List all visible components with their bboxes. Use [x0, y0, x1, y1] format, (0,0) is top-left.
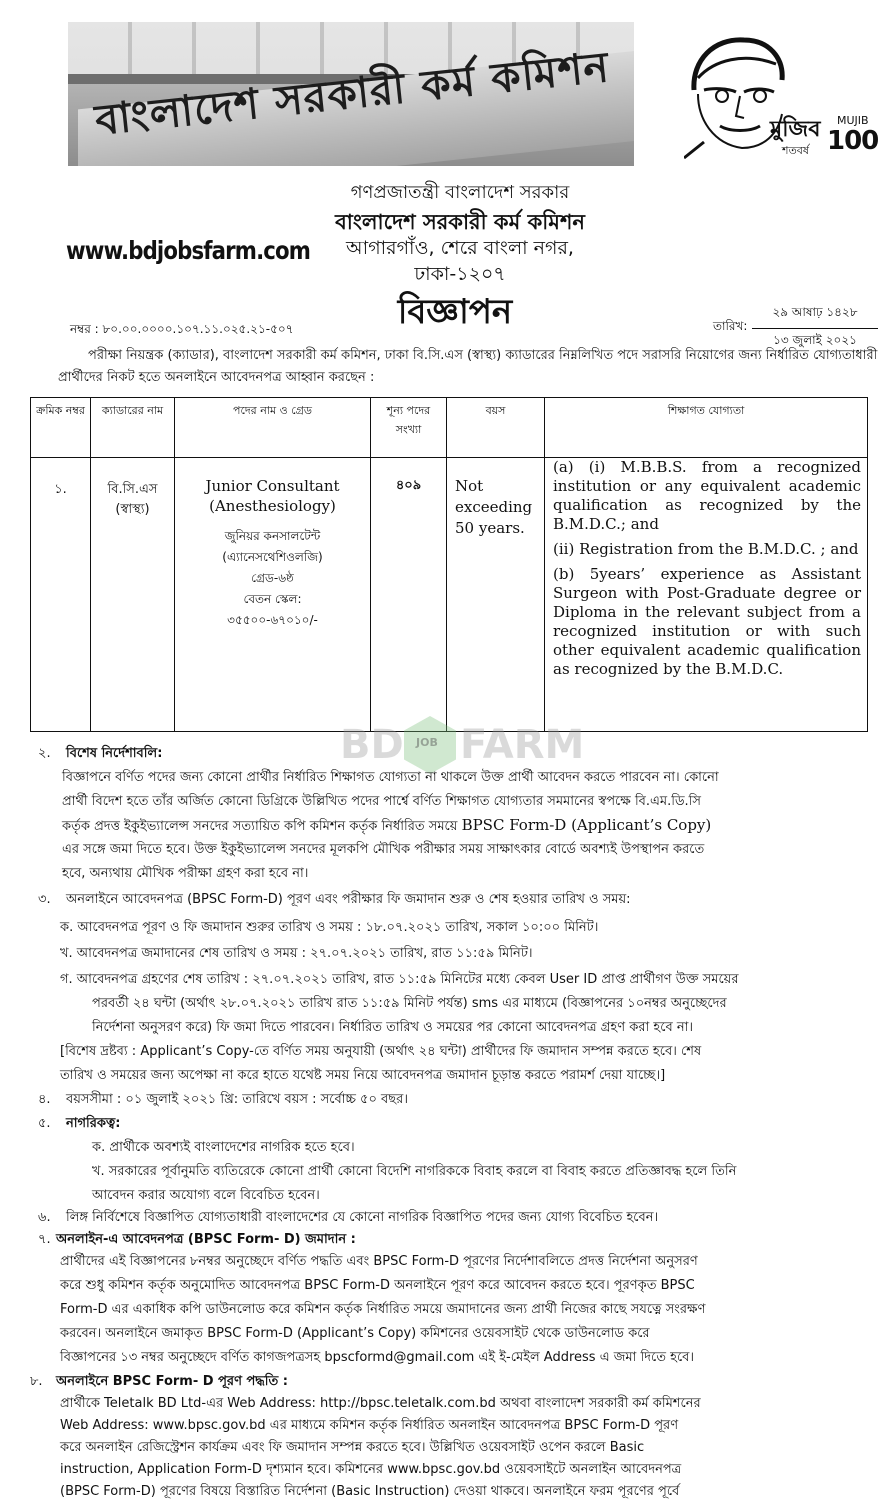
s3-note-1: [বিশেষ দ্রষ্টব্য : Applicant’s Copy-তে বর্ণিত সময় অনুযায়ী (অর্থাৎ ২৪ ঘন্টা) প্রার্থীদের ফি জমাদান সম্পন্ন করতে হবে। শেষ [60, 1044, 702, 1059]
date-label: তারিখ: [713, 319, 748, 333]
watermark-right: FARM [460, 722, 585, 768]
post-bn-block [175, 526, 370, 631]
s2-number: ২. [38, 746, 51, 761]
s7-number: ৭. [38, 1232, 51, 1247]
s2-line-3b: BPSC Form-D (Applicant’s Copy) [461, 816, 712, 834]
address-line-2: ঢাকা-১২০৭ [414, 263, 506, 285]
s3-kh: খ. আবেদনপত্র জমাদানের শেষ তারিখ ও সময় : ২৭.০৭.২০২১ তারিখ, রাত ১১:৫৯ মিনিট। [60, 946, 533, 961]
qualification-a: (a) (i) M.B.B.S. from a recognized institution or any equivalent academic qualification as recognized by the B.M.D.C.; and [553, 458, 861, 533]
cell-cadre: বি.সি.এস (স্বাস্থ্য) [91, 458, 175, 732]
s5-number: ৫. [38, 1116, 51, 1131]
posts-table [30, 397, 868, 732]
watermark-left: BD [340, 722, 404, 768]
gov-name: গণপ্রজাতন্ত্রী বাংলাদেশ সরকার [350, 182, 570, 203]
header-serial: ক্রমিক নম্বর [31, 398, 91, 458]
reference-number: নম্বর : ৮০.০০.০০০০.১০৭.১১.০২৫.২১-৫০৭ [70, 322, 294, 336]
s3-note-2: তারিখ ও সময়ের জন্য অপেক্ষা না করে হাতে যথেষ্ট সময় নিয়ে আবেদনপত্র জমাদান চূড়ান্ত করতে পরামর্শ দেয়া যাচ্ছে।] [60, 1068, 666, 1083]
s7-title: অনলাইন-এ আবেদনপত্র (BPSC Form- D) জমাদান : [56, 1232, 356, 1247]
post-grade: গ্রেড-৬ষ্ঠ [251, 571, 294, 585]
s7-line-2: করে শুধু কমিশন কর্তৃক অনুমোদিত আবেদনপত্র BPSC Form-D অনলাইনে পূরণ করে আবেদন করতে হবে। পূরণকৃত BPSC [60, 1278, 695, 1293]
intro-paragraph: পরীক্ষা নিয়ন্ত্রক (ক্যাডার), বাংলাদেশ সরকারী কর্ম কমিশন, ঢাকা বি.সি.এস (স্বাস্থ্য) ক্যাডারের নিম্নলিখিত পদে সরাসরি নিয়োগের জন্য নির্ধারিত যোগ্যতাধারী প্রার্থীদের নিকট হতে অনলাইনে আবেদনপত্র আহ্বান করছেন : [58, 348, 878, 385]
date-english: ১৩ জুলাই ২০২১ [773, 333, 857, 347]
s3-g1: গ. আবেদনপত্র গ্রহণের শেষ তারিখ : ২৭.০৭.২০২১ তারিখ, রাত ১১:৫৯ মিনিটের মধ্যে কেবল User ID প্রাপ্ত প্রার্থীগণ উক্ত সময়ের [60, 972, 739, 987]
s6-text: লিঙ্গ নির্বিশেষে বিজ্ঞাপিত যোগ্যতাধারী বাংলাদেশের যে কোনো নাগরিক বিজ্ঞাপিত পদের জন্য যোগ্য বিবেচিত হবেন। [66, 1210, 659, 1225]
post-en-2: (Anesthesiology) [209, 497, 336, 515]
s3-g2: পরবর্তী ২৪ ঘন্টা (অর্থাৎ ২৮.০৭.২০২১ তারিখ রাত ১১:৫৯ মিনিট পর্যন্ত) sms এর মাধ্যমে (বিজ্ঞাপনের ১০নম্বর অনুচ্ছেদের [92, 996, 727, 1011]
s5-kh-2: আবেদন করার অযোগ্য বলে বিবেচিত হবেন। [92, 1188, 320, 1203]
cell-age: Not exceeding 50 years. [447, 458, 545, 732]
s8-number: ৮. [30, 1374, 43, 1389]
website-watermark: www.bdjobsfarm.com [66, 236, 311, 265]
banner-sign-text: বাংলাদেশ সরকারী কর্ম কমিশন [92, 41, 612, 145]
s6-number: ৬. [38, 1210, 51, 1225]
header-qualification: শিক্ষাগত যোগ্যতা [545, 398, 868, 458]
address-line-1: আগারগাঁও, শেরে বাংলা নগর, [346, 237, 574, 259]
s3-g3: নির্দেশনা অনুসরণ করে) ফি জমা দিতে পারবেন। নির্ধারিত তারিখ ও সময়ের পর কোনো আবেদনপত্র গ্রহণ করা হবে না। [92, 1020, 694, 1035]
mujib-100-logo [684, 30, 879, 160]
cell-post [175, 458, 371, 732]
s8-line-4: instruction, Application Form-D দৃশ্যমান হবে। কমিশনের www.bpsc.gov.bd ওয়েবসাইটে অনলাইন আবেদনপত্র [60, 1462, 682, 1477]
s4-number: ৪. [38, 1092, 51, 1107]
s2-line-1: বিজ্ঞাপনে বর্ণিত পদের জন্য কোনো প্রার্থীর নির্ধারিত শিক্ষাগত যোগ্যতা না থাকলে উক্ত প্রার্থী আবেদন করতে পারবেন না। কোনো [62, 770, 719, 785]
s5-kh-1: খ. সরকারের পূর্বানুমতি ব্যতিরেকে কোনো প্রার্থী কোনো বিদেশি নাগরিককে বিবাহ করলে বা বিবাহ করতে প্রতিজ্ঞাবদ্ধ হলে তিনি [92, 1164, 737, 1179]
header-banner-photo [68, 22, 634, 166]
s7-line-5: বিজ্ঞাপনের ১৩ নম্বর অনুচ্ছেদে বর্ণিত কাগজপত্রসহ bpscformd@gmail.com এই ই-মেইল Address এ জমা দিতে হবে। [60, 1350, 695, 1365]
s3-number: ৩. [38, 892, 51, 907]
mujib-en-text: MUJIB [837, 114, 869, 127]
s2-line-2: প্রার্থী বিদেশ হতে তাঁর অর্জিত কোনো ডিগ্রিকে উল্লিখিত পদের পার্শ্বে বর্ণিত শিক্ষাগত যোগ্যতার সমমানের স্বপক্ষে বি.এম.ডি.সি [62, 794, 701, 809]
s8-line-2: Web Address: www.bpsc.gov.bd এর মাধ্যমে কমিশন কর্তৃক নির্ধারিত অনলাইন আবেদনপত্র BPSC Form-D পূরণ [60, 1418, 679, 1433]
s3-title: অনলাইনে আবেদনপত্র (BPSC Form-D) পূরণ এবং পরীক্ষার ফি জমাদান শুরু ও শেষ হওয়ার তারিখ ও সময়: [66, 892, 631, 907]
shatabarsha-text: শতবর্ষ [782, 144, 809, 157]
mujib-bn-text: মুজিব [770, 117, 821, 142]
bdjobfarm-watermark [340, 716, 585, 774]
s8-title: অনলাইনে BPSC Form- D পূরণ পদ্ধতি : [56, 1374, 289, 1389]
qualification-b: (b) 5years’ experience as Assistant Surgeon with Post-Graduate degree or Diploma in the relevant subject from a recognized institution or with such other equivalent academic qualification as recognized by the B.M.D.C. [553, 565, 861, 678]
post-scale-label: বেতন স্কেল: [243, 592, 302, 606]
qualification-ii: (ii) Registration from the B.M.D.C. ; and [553, 540, 859, 558]
s8-line-1: প্রার্থীকে Teletalk BD Ltd-এর Web Address: http://bpsc.teletalk.com.bd অথবা বাংলাদেশ সরকারী কর্ম কমিশনের [60, 1396, 701, 1411]
s5-k: ক. প্রার্থীকে অবশ্যই বাংলাদেশের নাগরিক হতে হবে। [92, 1140, 355, 1155]
post-bn-1: জুনিয়র কনসালটেন্ট [224, 529, 321, 543]
header-post: পদের নাম ও গ্রেড [175, 398, 371, 458]
header-cadre: ক্যাডারের নাম [91, 398, 175, 458]
s5-title: নাগরিকত্ব: [66, 1116, 121, 1131]
cell-serial: ১. [31, 458, 91, 732]
s8-line-3: করে অনলাইন রেজিস্ট্রেশন কার্যক্রম এবং ফি জমাদান সম্পন্ন করতে হবে। উল্লিখিত ওয়েবসাইট ওপেন করলে Basic [60, 1440, 645, 1455]
mujib-100-text: 100 [827, 126, 879, 156]
s7-line-4: করবেন। অনলাইনে জমাকৃত BPSC Form-D (Applicant’s Copy) কমিশনের ওয়েবসাইট থেকে ডাউনলোড করে [60, 1326, 650, 1341]
watermark-mid: JOB [416, 736, 438, 749]
s7-line-1: প্রার্থীদের এই বিজ্ঞাপনের ৮নম্বর অনুচ্ছেদে বর্ণিত পদ্ধতি এবং BPSC Form-D পূরণের নির্দেশাবলিতে প্রদত্ত নির্দেশনা অনুসরণ [60, 1254, 698, 1269]
s3-k: ক. আবেদনপত্র পূরণ ও ফি জমাদান শুরুর তারিখ ও সময় : ১৮.০৭.২০২১ তারিখ, সকাল ১০:০০ মিনিট। [60, 920, 599, 935]
table-header-row [31, 398, 868, 458]
s8-line-5: (BPSC Form-D) পূরণের বিষয়ে বিস্তারিত নির্দেশনা (Basic Instruction) দেওয়া থাকবে। অনলাইনে ফরম পূরণের পূর্বে [60, 1484, 680, 1499]
s4-text: বয়সসীমা : ০১ জুলাই ২০২১ খ্রি: তারিখে বয়স : সর্বোচ্চ ৫০ বছর। [66, 1092, 408, 1107]
post-scale: ৩৫৫০০-৬৭০১০/- [227, 613, 318, 627]
commission-name: বাংলাদেশ সরকারী কর্ম কমিশন [335, 210, 585, 234]
post-bn-2: (এ্যানেসথেশিওলজি) [222, 550, 323, 564]
s2-line-3a: কর্তৃক প্রদত্ত ইকুইভ্যালেন্স সনদের সত্যায়িত কপি কমিশন কর্তৃক নির্ধারিত সময়ে [62, 819, 462, 834]
s2-line-3 [62, 816, 711, 838]
header-age: বয়স [447, 398, 545, 458]
page-title: বিজ্ঞাপন [397, 292, 513, 332]
s2-line-4: এর সঙ্গে জমা দিতে হবে। উক্ত ইকুইভ্যালেন্স সনদের মূলকপি মৌখিক পরীক্ষার সময় সাক্ষাৎকার বোর্ডে অবশ্যই উপস্থাপন করতে [62, 842, 705, 857]
header-vacancy: শূন্য পদের সংখ্যা [371, 398, 447, 458]
s2-line-5: হবে, অন্যথায় মৌখিক পরীক্ষা গ্রহণ করা হবে না। [62, 866, 309, 881]
table-row [31, 458, 868, 732]
s7-line-3: Form-D এর একাধিক কপি ডাউনলোড করে কমিশন কর্তৃক নির্ধারিত সময়ে জমাদানের জন্য প্রার্থী নিজের কাছে সযত্নে সংরক্ষণ [60, 1302, 706, 1317]
cell-qualification [545, 458, 868, 732]
post-en-1: Junior Consultant [205, 477, 340, 495]
s2-title: বিশেষ নির্দেশাবলি: [66, 746, 163, 761]
cell-vacancy: ৪০৯ [371, 458, 447, 732]
date-bangla: ২৯ আষাঢ় ১৪২৮ [752, 304, 878, 329]
